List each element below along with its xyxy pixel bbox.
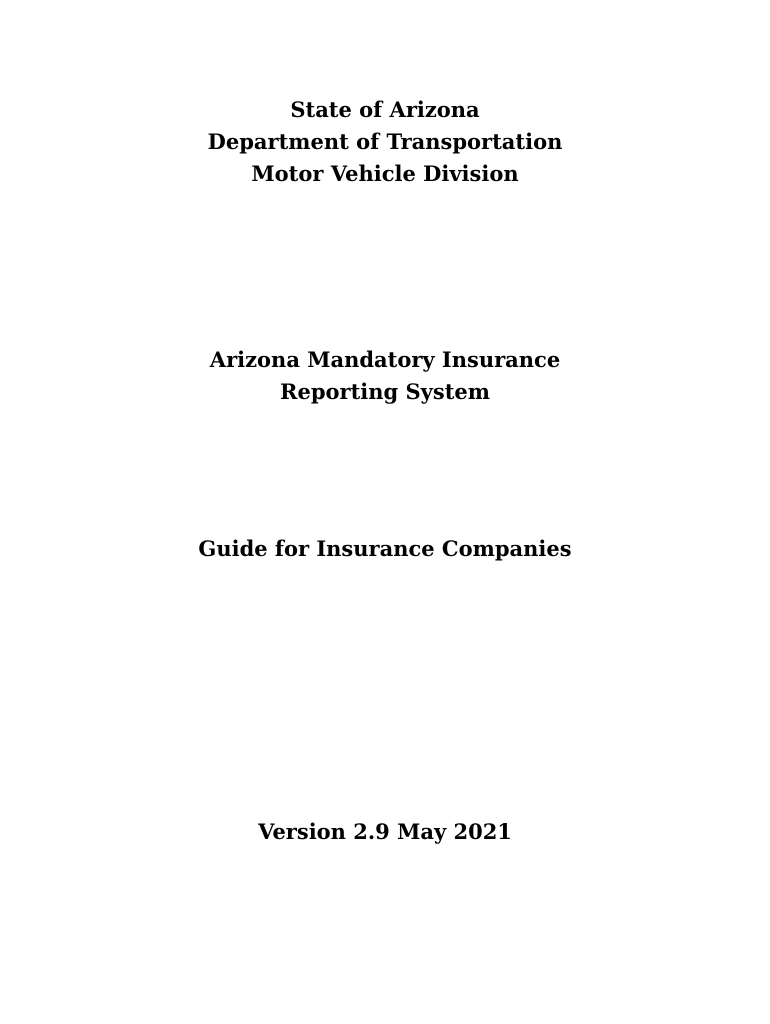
state-name: State of Arizona: [290, 97, 480, 122]
system-title: [0, 344, 770, 408]
system-title-line-2: Reporting System: [280, 379, 490, 404]
agency-header: [0, 94, 770, 190]
guide-title-text: Guide for Insurance Companies: [198, 536, 572, 561]
division-name: Motor Vehicle Division: [251, 161, 519, 186]
department-name: Department of Transportation: [207, 129, 563, 154]
system-title-line-1: Arizona Mandatory Insurance: [209, 347, 561, 372]
guide-title: [0, 533, 770, 565]
version-info: [0, 816, 770, 848]
version-text: Version 2.9 May 2021: [258, 819, 512, 844]
